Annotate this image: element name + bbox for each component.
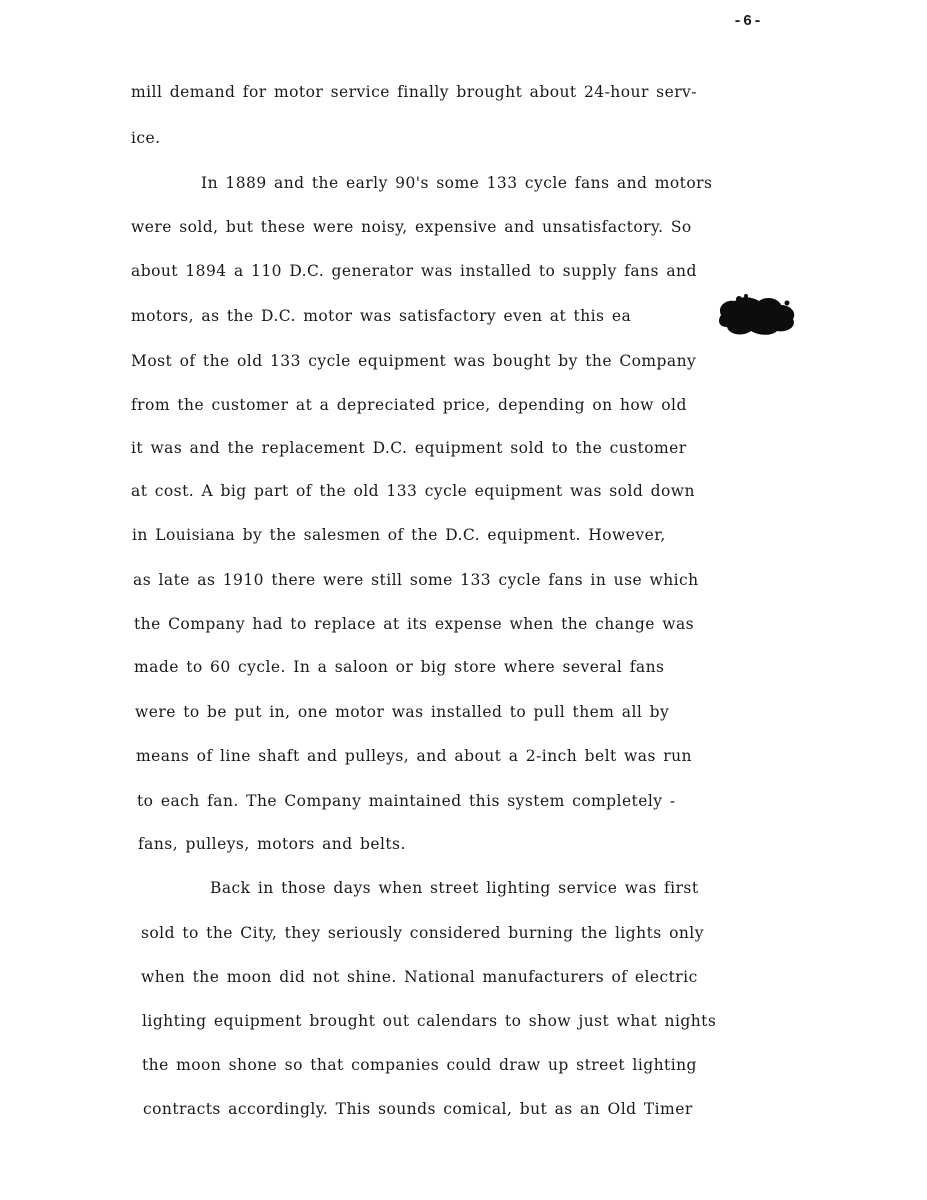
text-line: the moon shone so that companies could draw up street lighting [142,1056,697,1074]
page-number: -6- [733,13,764,30]
text-line: the Company had to replace at its expense when the change was [134,615,695,633]
text-line: motors, as the D.C. motor was satisfactory even at this ea [131,307,632,325]
text-line: Most of the old 133 cycle equipment was bought by the Company [131,352,697,370]
text-line: from the customer at a depreciated price, depending on how old [131,396,687,414]
text-line: means of line shaft and pulleys, and about a 2-inch belt was run [136,747,692,765]
text-line: Back in those days when street lighting service was first [210,879,699,897]
text-line: in Louisiana by the salesmen of the D.C. equipment. However, [132,526,666,544]
text-line: to each fan. The Company maintained this system completely - [137,792,676,810]
text-line: mill demand for motor service finally brought about 24-hour serv- [131,83,697,101]
text-line: sold to the City, they seriously considered burning the lights only [141,924,704,942]
text-line: contracts accordingly. This sounds comical, but as an Old Timer [143,1100,693,1118]
text-line: at cost. A big part of the old 133 cycle equipment was sold down [131,482,695,500]
text-line: were sold, but these were noisy, expensive and unsatisfactory. So [131,218,692,236]
text-line: it was and the replacement D.C. equipment sold to the customer [131,439,687,457]
text-line: fans, pulleys, motors and belts. [138,835,406,853]
text-line: lighting equipment brought out calendars to show just what nights [142,1012,717,1030]
text-line: were to be put in, one motor was installed to pull them all by [135,703,670,721]
text-line: when the moon did not shine. National manufacturers of electric [141,968,698,986]
text-line: about 1894 a 110 D.C. generator was installed to supply fans and [131,262,697,280]
text-line: as late as 1910 there were still some 133 cycle fans in use which [133,571,699,589]
text-line: In 1889 and the early 90's some 133 cycle fans and motors [201,174,713,192]
text-line: made to 60 cycle. In a saloon or big store where several fans [134,658,665,676]
text-line: ice. [131,129,161,147]
ink-blot [715,293,797,337]
